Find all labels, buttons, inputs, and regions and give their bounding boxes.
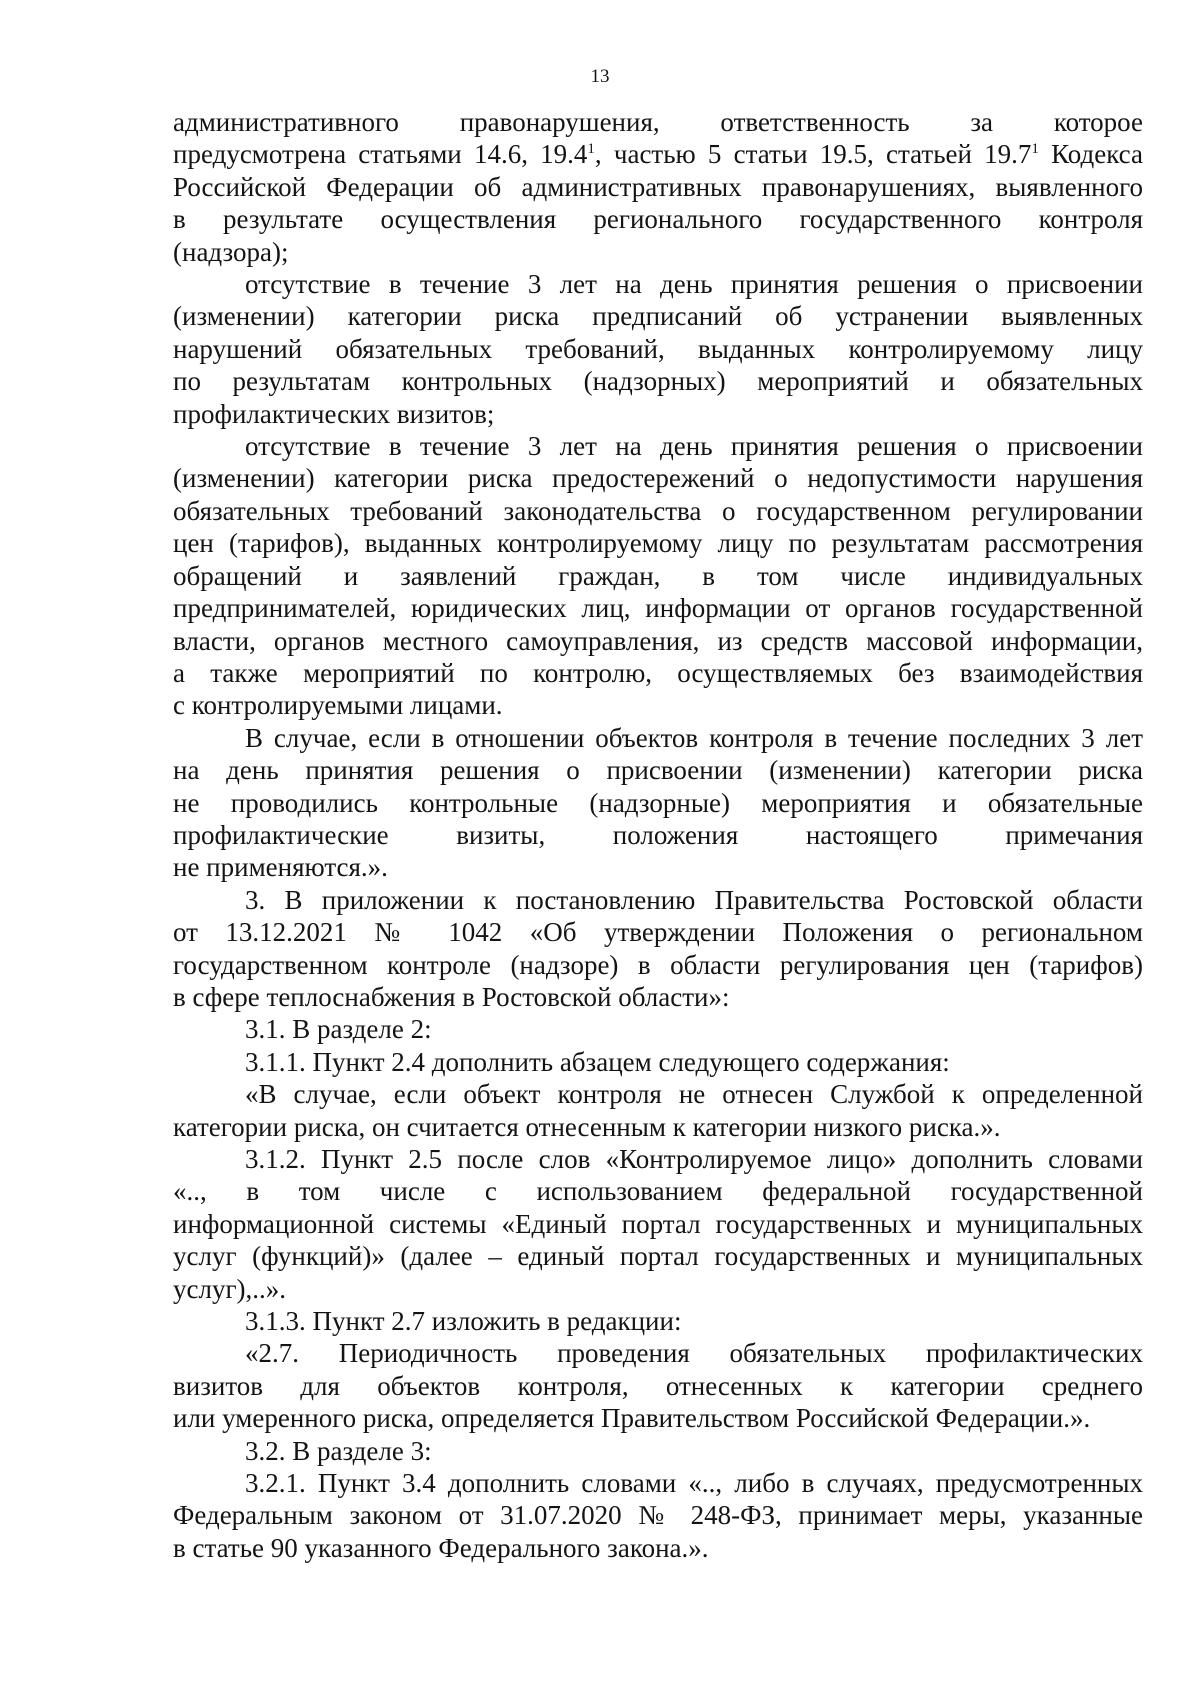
text-line: «В случае, если объект контроля не отнесен Службой к определенной bbox=[245, 1079, 1143, 1110]
text-fragment: , частью 5 статьи 19.5, статьей 19.7 bbox=[594, 139, 1032, 170]
text-line: (изменении) категории риска предписаний об устранении выявленных bbox=[173, 301, 1143, 332]
text-fragment: предусмотрена статьями 14.6, 19.4 bbox=[173, 139, 588, 170]
paragraph-item-3 bbox=[173, 884, 1143, 1014]
text-line: Федеральным законом от 31.07.2020 № 248-ФЗ, принимает меры, указанные bbox=[173, 1500, 1143, 1531]
text-line: с контролируемыми лицами. bbox=[173, 690, 503, 721]
text-line: а также мероприятий по контролю, осуществляемых без взаимодействия bbox=[173, 657, 1143, 688]
text-line: в статье 90 указанного Федерального закона.». bbox=[173, 1532, 709, 1563]
paragraph-item-3-2-1 bbox=[173, 1467, 1143, 1564]
text-line: 3.1.3. Пункт 2.7 изложить в редакции: bbox=[245, 1306, 682, 1337]
text-line: информационной системы «Единый портал государственных и муниципальных bbox=[173, 1208, 1143, 1239]
paragraph-item-3-1 bbox=[173, 1013, 1143, 1045]
text-line: профилактические визиты, положения настоящего примечания bbox=[173, 819, 1143, 850]
paragraph-item-3-1-1 bbox=[173, 1046, 1143, 1078]
text-line: 3. В приложении к постановлению Правительства Ростовской области bbox=[245, 884, 1143, 915]
text-line: в результате осуществления регионального государственного контроля bbox=[173, 204, 1143, 235]
paragraph-quote-2-7 bbox=[173, 1337, 1143, 1434]
text-line: или умеренного риска, определяется Правительством Российской Федерации.». bbox=[173, 1403, 1091, 1434]
text-line: В случае, если в отношении объектов контроля в течение последних 3 лет bbox=[245, 722, 1143, 753]
text-line: предпринимателей, юридических лиц, информации от органов государственной bbox=[173, 593, 1143, 624]
paragraph-no-warnings bbox=[173, 430, 1143, 722]
paragraph-quote-low-risk bbox=[173, 1078, 1143, 1143]
text-line: на день принятия решения о присвоении (изменении) категории риска bbox=[173, 755, 1143, 786]
text-line: категории риска, он считается отнесенным к категории низкого риска.». bbox=[173, 1111, 1001, 1142]
text-line: услуг (функций)» (далее – единый портал государственных и муниципальных bbox=[173, 1241, 1143, 1272]
paragraph-item-3-1-3 bbox=[173, 1305, 1143, 1337]
text-line: отсутствие в течение 3 лет на день принятия решения о присвоении bbox=[245, 269, 1143, 300]
text-line: власти, органов местного самоуправления, из средств массовой информации, bbox=[173, 625, 1143, 656]
text-line: по результатам контрольных (надзорных) мероприятий и обязательных bbox=[173, 366, 1143, 397]
paragraph-item-3-1-2 bbox=[173, 1143, 1143, 1305]
text-line-with-superscripts bbox=[173, 138, 1143, 170]
text-line: 3.2.1. Пункт 3.4 дополнить словами «.., либо в случаях, предусмотренных bbox=[245, 1468, 1143, 1499]
text-line: нарушений обязательных требований, выданных контролируемому лицу bbox=[173, 333, 1143, 364]
paragraph-exception bbox=[173, 722, 1143, 884]
text-line: Российской Федерации об административных правонарушениях, выявленного bbox=[173, 171, 1143, 202]
text-line: отсутствие в течение 3 лет на день принятия решения о присвоении bbox=[245, 431, 1143, 462]
text-line: цен (тарифов), выданных контролируемому лицу по результатам рассмотрения bbox=[173, 528, 1143, 559]
text-fragment: Кодекса bbox=[1038, 139, 1143, 170]
superscript: 1 bbox=[587, 141, 595, 158]
text-line: «2.7. Периодичность проведения обязательных профилактических bbox=[245, 1338, 1143, 1369]
text-line: визитов для объектов контроля, отнесенных к категории среднего bbox=[173, 1370, 1143, 1401]
document-body bbox=[173, 106, 1143, 1564]
text-line: в сфере теплоснабжения в Ростовской области»: bbox=[173, 981, 730, 1012]
text-line: обращений и заявлений граждан, в том числе индивидуальных bbox=[173, 560, 1143, 591]
superscript: 1 bbox=[1031, 141, 1039, 158]
text-line: не применяются.». bbox=[173, 852, 388, 883]
text-line: 3.1. В разделе 2: bbox=[245, 1014, 432, 1045]
text-line: административного правонарушения, ответственность за которое bbox=[173, 107, 1143, 137]
text-line: (изменении) категории риска предостережений о недопустимости нарушения bbox=[173, 463, 1143, 494]
text-line: 3.2. В разделе 3: bbox=[245, 1435, 432, 1466]
text-line: услуг),..». bbox=[173, 1273, 287, 1304]
text-line: от 13.12.2021 № 1042 «Об утверждении Положения о региональном bbox=[173, 917, 1143, 948]
text-line: профилактических визитов; bbox=[173, 398, 495, 429]
text-line: (надзора); bbox=[173, 236, 289, 267]
text-line: не проводились контрольные (надзорные) мероприятия и обязательные bbox=[173, 787, 1143, 818]
paragraph-item-3-2 bbox=[173, 1435, 1143, 1467]
paragraph-continuation bbox=[173, 106, 1143, 268]
text-line: государственном контроле (надзоре) в области регулирования цен (тарифов) bbox=[173, 949, 1143, 980]
page-number: 13 bbox=[590, 66, 610, 87]
paragraph-no-prescriptions bbox=[173, 268, 1143, 430]
text-line: 3.1.2. Пункт 2.5 после слов «Контролируемое лицо» дополнить словами bbox=[245, 1144, 1143, 1174]
text-line: «.., в том числе с использованием федеральной государственной bbox=[173, 1176, 1143, 1207]
text-line: обязательных требований законодательства о государственном регулировании bbox=[173, 495, 1143, 526]
text-line: 3.1.1. Пункт 2.4 дополнить абзацем следующего содержания: bbox=[245, 1046, 950, 1077]
